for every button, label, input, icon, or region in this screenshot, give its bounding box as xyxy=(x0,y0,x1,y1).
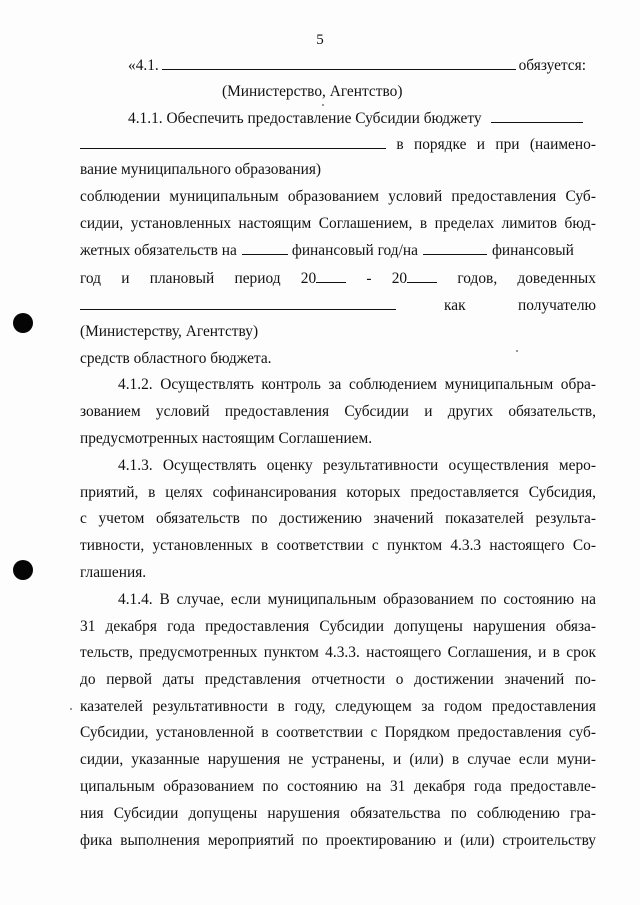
text-line xyxy=(80,831,596,851)
page-number: 5 xyxy=(316,32,324,48)
text-fragment: годов, xyxy=(457,270,498,287)
text-line xyxy=(80,296,596,316)
text-fragment: получателю xyxy=(517,297,596,314)
text-fragment: 20 xyxy=(300,270,317,287)
text-line xyxy=(80,509,596,529)
text-line xyxy=(80,187,596,207)
text-fragment: порядке xyxy=(413,136,467,153)
clause-text: 4.1.4. В случае, если муниципальным образованием по состоянию на xyxy=(118,591,596,608)
body-text: тивности, установленных в соответствии с пунктом 4.3.3 настоящего Со- xyxy=(80,537,596,554)
scan-speck xyxy=(322,104,324,106)
text-line xyxy=(80,670,596,690)
text-fragment: и xyxy=(476,136,486,153)
body-text: до первой даты представления отчетности о достижении значений по- xyxy=(80,671,596,688)
text-fragment: в xyxy=(396,136,404,153)
text-fragment: год xyxy=(80,270,102,287)
punch-hole-top xyxy=(13,313,33,333)
caption: (Министерство, Агентство) xyxy=(222,83,403,100)
text-line xyxy=(80,483,596,503)
text-line xyxy=(80,269,596,289)
blank-recipient xyxy=(80,297,396,310)
caption: вание муниципального образования) xyxy=(80,161,322,178)
text-fragment: 20 xyxy=(391,270,408,287)
text-fragment: финансовый год/на xyxy=(291,242,418,259)
clause-text: 4.1.2. Осуществлять контроль за соблюдением муниципальным обра- xyxy=(118,376,596,393)
text-fragment: и xyxy=(121,270,130,287)
text-line xyxy=(80,214,596,234)
text-fragment: финансовый xyxy=(491,242,574,259)
text-fragment: при xyxy=(495,136,520,153)
clause-text: 4.1.1. Обеспечить предоставление Субсидии бюджету xyxy=(128,110,482,127)
body-text: с учетом обязательств по достижению значений показателей результа- xyxy=(80,510,596,527)
body-text: ципальным образованием по состоянию на 31 декабря года предоставле- xyxy=(80,778,596,795)
scan-speck xyxy=(70,708,72,710)
body-text: фика выполнения мероприятий по проектированию и (или) строительству xyxy=(80,832,596,849)
text-line xyxy=(80,697,596,717)
text-line xyxy=(80,241,596,261)
text-line xyxy=(80,617,596,637)
text-fragment: обязуется: xyxy=(518,57,586,74)
blank-year xyxy=(242,242,288,255)
body-text: Субсидии, установленной в соответствии с Порядком предоставления суб- xyxy=(80,724,596,741)
text-fragment: - xyxy=(366,270,372,287)
body-text: предусмотренных настоящим Соглашением. xyxy=(80,430,373,447)
scan-speck xyxy=(516,350,518,352)
text-fragment: жетных обязательств на xyxy=(80,242,237,259)
punch-hole-bottom xyxy=(13,560,33,580)
text-line xyxy=(80,349,272,369)
text-line xyxy=(80,429,372,449)
text-line xyxy=(128,109,583,129)
body-text: средств областного бюджета. xyxy=(80,350,272,367)
text-line xyxy=(222,82,402,102)
text-fragment: период xyxy=(234,270,281,287)
body-text: ния Субсидии допущены нарушения обязательства по соблюдению гра- xyxy=(80,805,596,822)
caption: (Министерству, Агентству) xyxy=(80,323,259,340)
body-text: глашения. xyxy=(80,564,147,581)
blank-budget xyxy=(491,110,583,123)
text-line xyxy=(118,375,596,395)
body-text: приятий, в целях софинансирования которых предоставляется Субсидия, xyxy=(80,484,596,501)
blank-year-end xyxy=(407,270,437,283)
text-line xyxy=(80,750,596,770)
blank-municipality xyxy=(80,136,386,149)
blank-ministry xyxy=(162,57,516,70)
body-text: 31 декабря года предоставления Субсидии допущены нарушения обяза- xyxy=(80,618,596,635)
text-fragment: доведенных xyxy=(517,270,596,287)
text-line xyxy=(118,456,596,476)
text-line xyxy=(128,56,586,76)
text-fragment: плановый xyxy=(149,270,215,287)
text-line xyxy=(80,135,596,155)
body-text: зованием условий предоставления Субсидии и других обязательств, xyxy=(80,403,596,420)
body-text: сидии, указанные нарушения не устранены, и (или) в случае если муни- xyxy=(80,751,596,768)
text-fragment: (наимено- xyxy=(529,136,596,153)
body-text: сидии, установленных настоящим Соглашением, в пределах лимитов бюд- xyxy=(80,215,596,232)
text-fragment: как xyxy=(444,297,466,314)
text-line xyxy=(80,777,596,797)
body-text: казателей результативности в году, следующем за годом предоставления xyxy=(80,698,596,715)
blank-year xyxy=(423,242,487,255)
text-line xyxy=(80,563,146,583)
text-line xyxy=(80,804,596,824)
text-line xyxy=(80,536,596,556)
text-line xyxy=(80,322,258,342)
text-line xyxy=(118,590,596,610)
text-line xyxy=(80,402,596,422)
text-line xyxy=(80,643,596,663)
body-text: тельств, предусмотренных пунктом 4.3.3. настоящего Соглашения, и в срок xyxy=(80,644,596,661)
body-text: соблюдении муниципальным образованием условий предоставления Суб- xyxy=(80,188,596,205)
text-line xyxy=(80,723,596,743)
clause-text: 4.1.3. Осуществлять оценку результативности осуществления меро- xyxy=(118,457,596,474)
blank-year-start xyxy=(316,270,346,283)
text-line xyxy=(80,160,321,180)
clause-number: «4.1. xyxy=(128,57,159,74)
